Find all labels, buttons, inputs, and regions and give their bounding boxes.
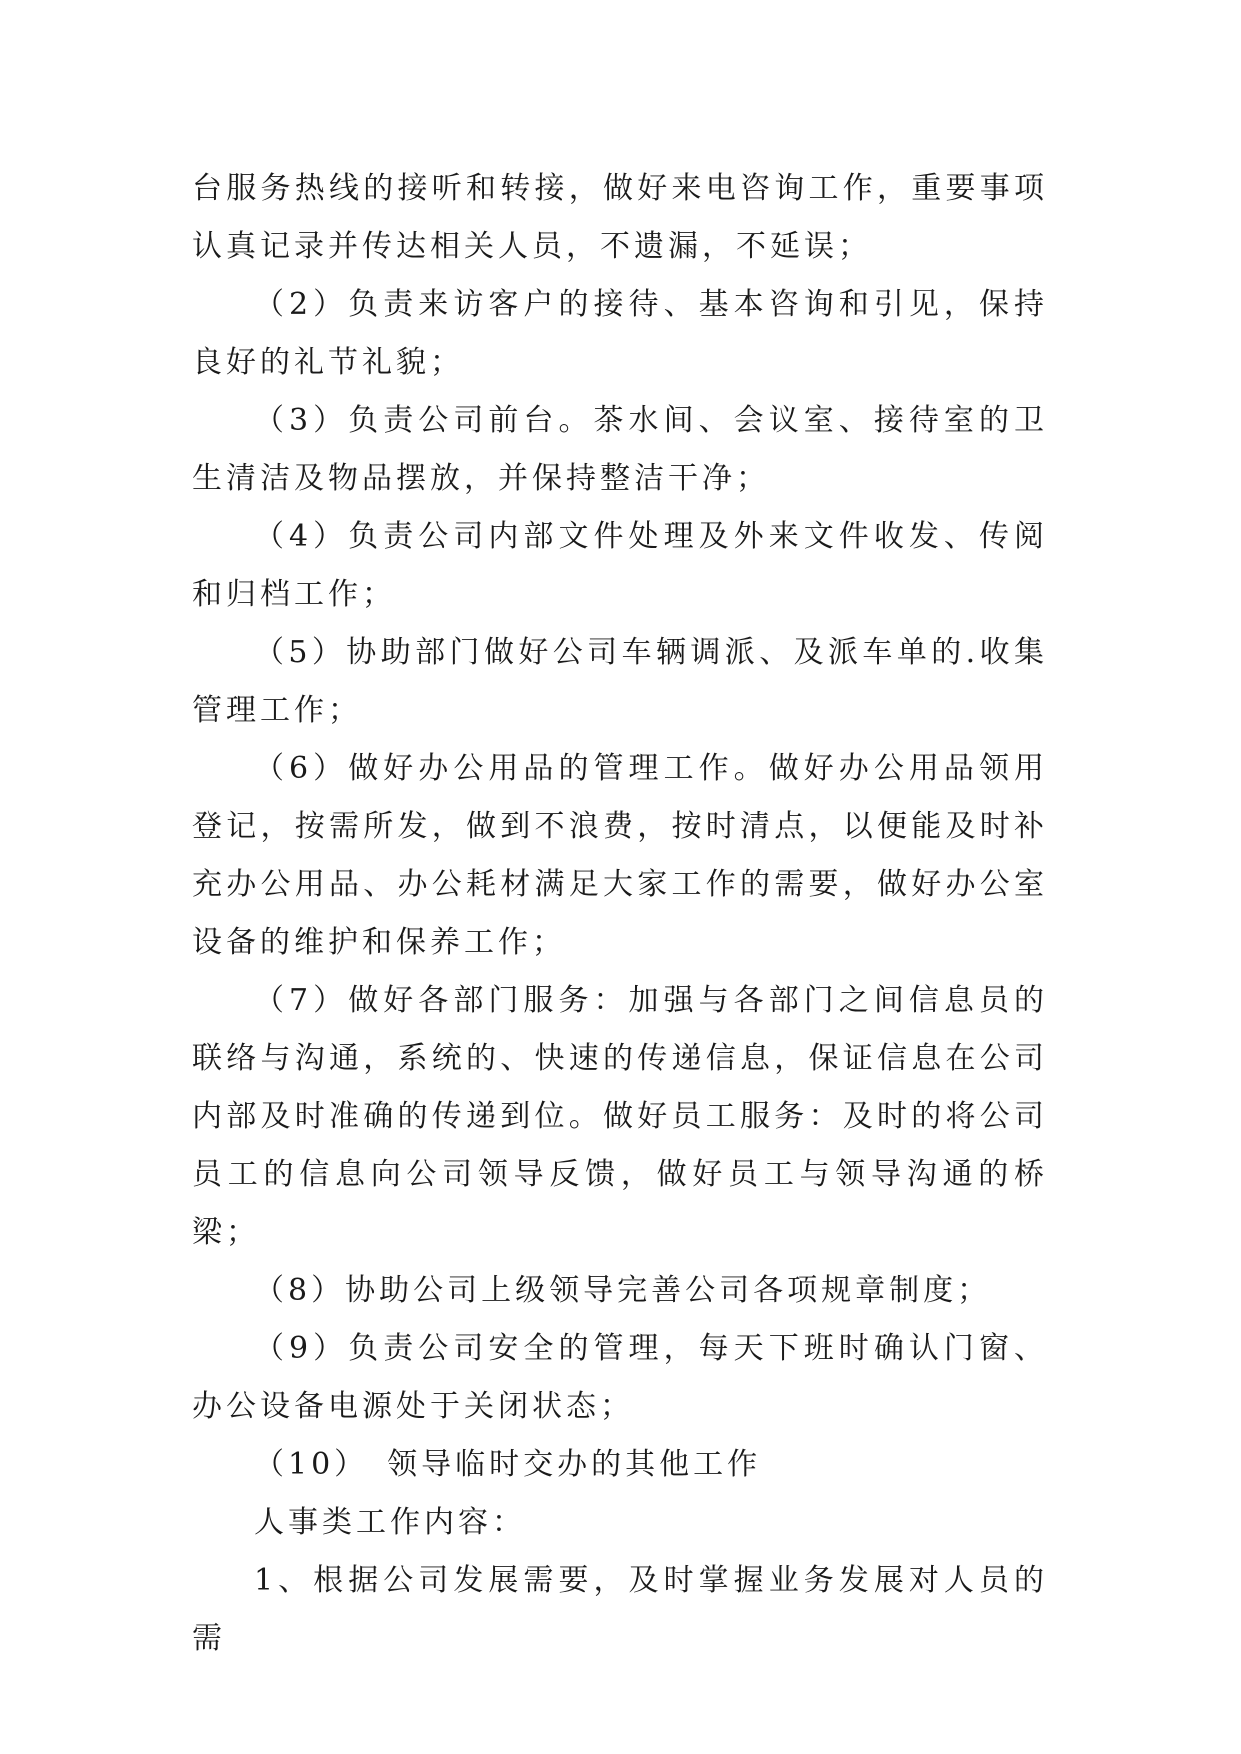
- paragraph-item-3: （3）负责公司前台。茶水间、会议室、接待室的卫生清洁及物品摆放，并保持整洁干净；: [192, 403, 1048, 496]
- paragraph-item-5: （5）协助部门做好公司车辆调派、及派车单的.收集管理工作；: [192, 635, 1048, 728]
- section-heading-hr: 人事类工作内容：: [254, 1505, 526, 1540]
- paragraph-hr-item-1: 1、根据公司发展需要，及时掌握业务发展对人员的需: [192, 1563, 1048, 1656]
- paragraph-continuation: 台服务热线的接听和转接，做好来电咨询工作，重要事项认真记录并传达相关人员，不遗漏，不延误；: [192, 171, 1048, 264]
- paragraph-item-10: （10） 领导临时交办的其他工作: [254, 1447, 762, 1482]
- paragraph-item-2: （2）负责来访客户的接待、基本咨询和引见，保持良好的礼节礼貌；: [192, 287, 1048, 380]
- paragraph-item-8: （8）协助公司上级领导完善公司各项规章制度；: [254, 1273, 992, 1308]
- document-body: [192, 160, 1048, 1668]
- paragraph-item-6: （6）做好办公用品的管理工作。做好办公用品领用登记，按需所发，做到不浪费，按时清点，以便能及时补充办公用品、办公耗材满足大家工作的需要，做好办公室设备的维护和保养工作；: [192, 751, 1048, 960]
- paragraph-item-9: （9）负责公司安全的管理，每天下班时确认门窗、办公设备电源处于关闭状态；: [192, 1331, 1048, 1424]
- paragraph-item-7: （7）做好各部门服务：加强与各部门之间信息员的联络与沟通，系统的、快速的传递信息，保证信息在公司内部及时准确的传递到位。做好员工服务：及时的将公司员工的信息向公司领导反馈，做好员工与领导沟通的桥梁；: [192, 983, 1048, 1250]
- paragraph-item-4: （4）负责公司内部文件处理及外来文件收发、传阅和归档工作；: [192, 519, 1048, 612]
